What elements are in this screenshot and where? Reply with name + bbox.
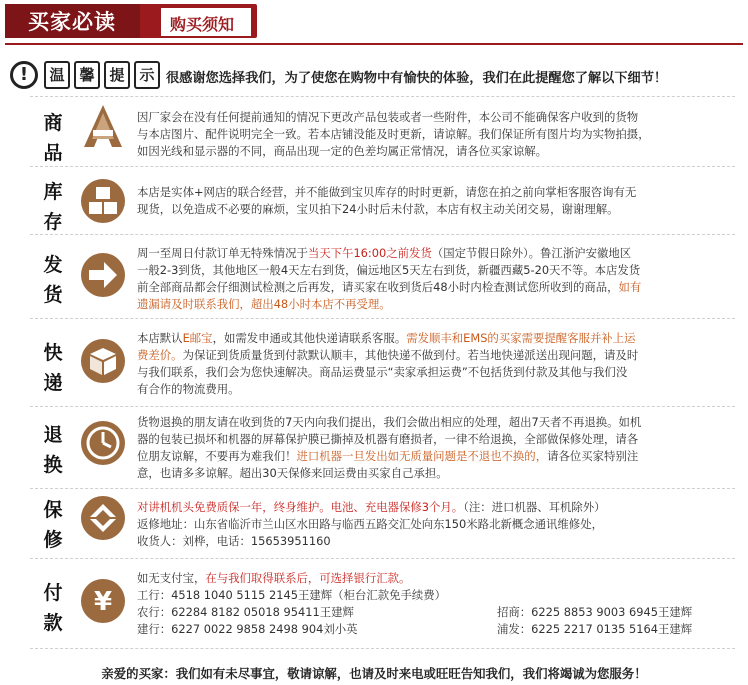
section-label-char: 库 [43,181,63,203]
section-label-warranty [40,495,66,555]
section-divider [30,406,735,407]
body-text: 为保证到货质量货到付款默认顺丰，其他快递不做到付。若当地快递派送出现问题，请及时 [182,348,639,362]
text-line [137,330,737,347]
body-text: ，如需发申通或其他快递请联系客服。 [212,331,407,345]
body-text: 前全部商品都会仔细测试检测之后再发，请买家在收到货后48小时内检查测试您所收到的商品， [137,280,619,294]
body-text: （国定节假日除外）。鲁江浙沪安徽地区 [431,246,632,260]
section-text-product [137,109,737,160]
section-label-returns [40,420,66,480]
body-text: 一般2-3到货，其他地区一般4天左右到货，偏远地区5天左右到货，新疆西藏5-20天不等。本店发货 [137,263,641,277]
body-text: 如因光线和显示器的不同，商品出现一定的色差均属正常情况，请各位买家谅解。 [137,144,548,158]
section-label-char: 货 [43,284,63,306]
bank-account-row [137,621,737,638]
clock-icon [80,420,126,466]
body-text: 如无支付宝， [137,571,206,585]
text-line [137,448,737,465]
text-line [137,279,737,296]
body-text: 周一至周日付款订单无特殊情况于 [137,246,308,260]
section-label-char: 递 [43,372,63,394]
text-line [137,109,737,126]
section-label-char: 保 [43,499,63,521]
text-line [137,364,737,381]
tip-char: 温 [44,61,70,89]
text-line [137,516,737,533]
highlight-text: 费差价。 [137,348,183,362]
section-text-shipping [137,245,737,313]
text-line [137,347,737,364]
text-line [137,465,737,482]
section-label-char: 品 [43,142,63,164]
body-text: 收货人：刘桦，电话：15653951160 [137,534,331,548]
tip-char: 提 [104,61,130,89]
highlight-text: E邮宝 [182,331,213,345]
highlight-text: 需发顺丰和EMS的买家需要提醒客服并补上运 [406,331,636,345]
highlight-text: 进口机器一旦发出如无质量问题是不退也不换的， [296,449,548,463]
text-line [137,201,737,218]
highlight-text: 遗漏请及时联系我们，超出48小时本店不再受理。 [137,297,391,311]
section-label-char: 快 [43,342,63,364]
section-label-char: 存 [43,211,63,233]
body-text: 与本店图片、配件说明完全一致。若本店铺没能及时更新，请谅解。我们保证所有图片均为实物拍摄， [137,127,650,141]
section-text-warranty [137,499,737,550]
section-label-char: 发 [43,254,63,276]
text-line [137,143,737,160]
section-text-stock [137,184,737,218]
text-line [137,570,737,587]
yen-icon [80,578,126,624]
body-text: 货物退换的朋友请在收到货的7天内向我们提出，我们会做出相应的处理，超出7天者不再退换。如机 [137,415,642,429]
header-subtitle: 购买须知 [170,15,235,34]
section-label-char: 款 [43,612,63,634]
highlight-text: 如有 [618,280,642,294]
text-line [137,533,737,550]
header-title: 买家必读 [28,10,116,34]
body-text: 工行：4518 1040 5115 2145王建辉（柜台汇款免手续费） [137,588,447,602]
section-label-char: 付 [43,582,63,604]
text-line [137,262,737,279]
tip-title [44,61,160,89]
section-label-payment [40,578,66,638]
tip-char: 馨 [74,61,100,89]
text-line [137,184,737,201]
section-divider [30,96,735,97]
bank-account: 浦发：6225 2217 0135 5164王建辉 [497,622,693,636]
body-text: 有合作的物流费用。 [137,382,240,396]
text-line [137,126,737,143]
boxes-icon [80,178,126,224]
section-label-char: 修 [43,529,63,551]
tip-text: 很感谢您选择我们，为了使您在购物中有愉快的体验，我们在此提醒您了解以下细节！ [166,71,668,86]
footer-note: 亲爱的买家：我们如有未尽事宜，敬请谅解，也请及时来电或旺旺告知我们，我们将竭诚为您服务！ [101,666,647,681]
section-label-char: 商 [43,112,63,134]
text-line [137,296,737,313]
text-line [137,587,737,604]
svg-text:¥: ¥ [93,587,113,617]
header-underline [5,43,743,45]
section-text-courier [137,330,737,398]
body-text: 器的包装已损坏和机器的屏幕保护膜已撕掉及机器有磨损者，一律不给退换，全部做保修处理，请各 [137,432,639,446]
section-divider [30,488,735,489]
body-text: （注：进口机器、耳机除外） [463,500,606,514]
a-letter-icon [80,103,126,149]
section-label-courier [40,338,66,398]
package-icon [80,338,126,384]
bank-account: 建行：6227 0022 9858 2498 904刘小英 [137,622,358,636]
section-label-product [40,108,66,168]
section-label-shipping [40,250,66,310]
section-divider [30,166,735,167]
section-label-char: 退 [43,424,63,446]
highlight-text: 对讲机机头免费质保一年，终身维护。电池、充电器保修3个月。 [137,500,464,514]
highlight-text: 当天下午16:00之前发货 [307,246,432,260]
tip-char: 示 [134,61,160,89]
section-divider [30,558,735,559]
text-line [137,499,737,516]
bank-account-row [137,604,737,621]
bank-account: 农行：62284 8182 05018 95411王建辉 [137,605,354,619]
diamond-icon [80,495,126,541]
bank-account: 招商：6225 8853 9003 6945王建辉 [497,605,693,619]
section-label-char: 换 [43,454,63,476]
highlight-text: 在与我们取得联系后，可选择银行汇款。 [205,571,411,585]
body-text: 请各位买家特别注 [547,449,639,463]
body-text: 本店是实体+网店的联合经营，并不能做到宝贝库存的时时更新，请您在拍之前向掌柜客服咨询有无 [137,185,637,199]
text-line [137,381,737,398]
body-text: 位朋友谅解，不要再为难我们！ [137,449,297,463]
body-text: 现货，以免造成不必要的麻烦，宝贝拍下24小时后未付款，本店有权主动关闭交易，谢谢理解。 [137,202,619,216]
text-line [137,414,737,431]
body-text: 返修地址：山东省临沂市兰山区水田路与临西五路交汇处向东150米路北新概念通讯维修处， [137,517,603,531]
section-divider [30,648,735,649]
section-text-payment [137,570,737,638]
text-line [137,245,737,262]
exclamation-icon: ! [10,61,38,89]
body-text: 本店默认 [137,331,183,345]
section-divider [30,318,735,319]
text-line [137,431,737,448]
body-text: 与我们联系，我们会为您快速解决。商品运费显示“卖家承担运费”不包括货到付款及其他与我们没 [137,365,628,379]
body-text: 因厂家会在没有任何提前通知的情况下更改产品包装或者一些附件，本公司不能确保客户收到的货物 [137,110,639,124]
section-text-returns [137,414,737,482]
body-text: 意，也请多多谅解。超出30天保修来回运费由买家自己承担。 [137,466,448,480]
header-banner [0,0,748,48]
section-divider [30,234,735,235]
arrow-right-icon [80,252,126,298]
section-label-stock [40,177,66,237]
